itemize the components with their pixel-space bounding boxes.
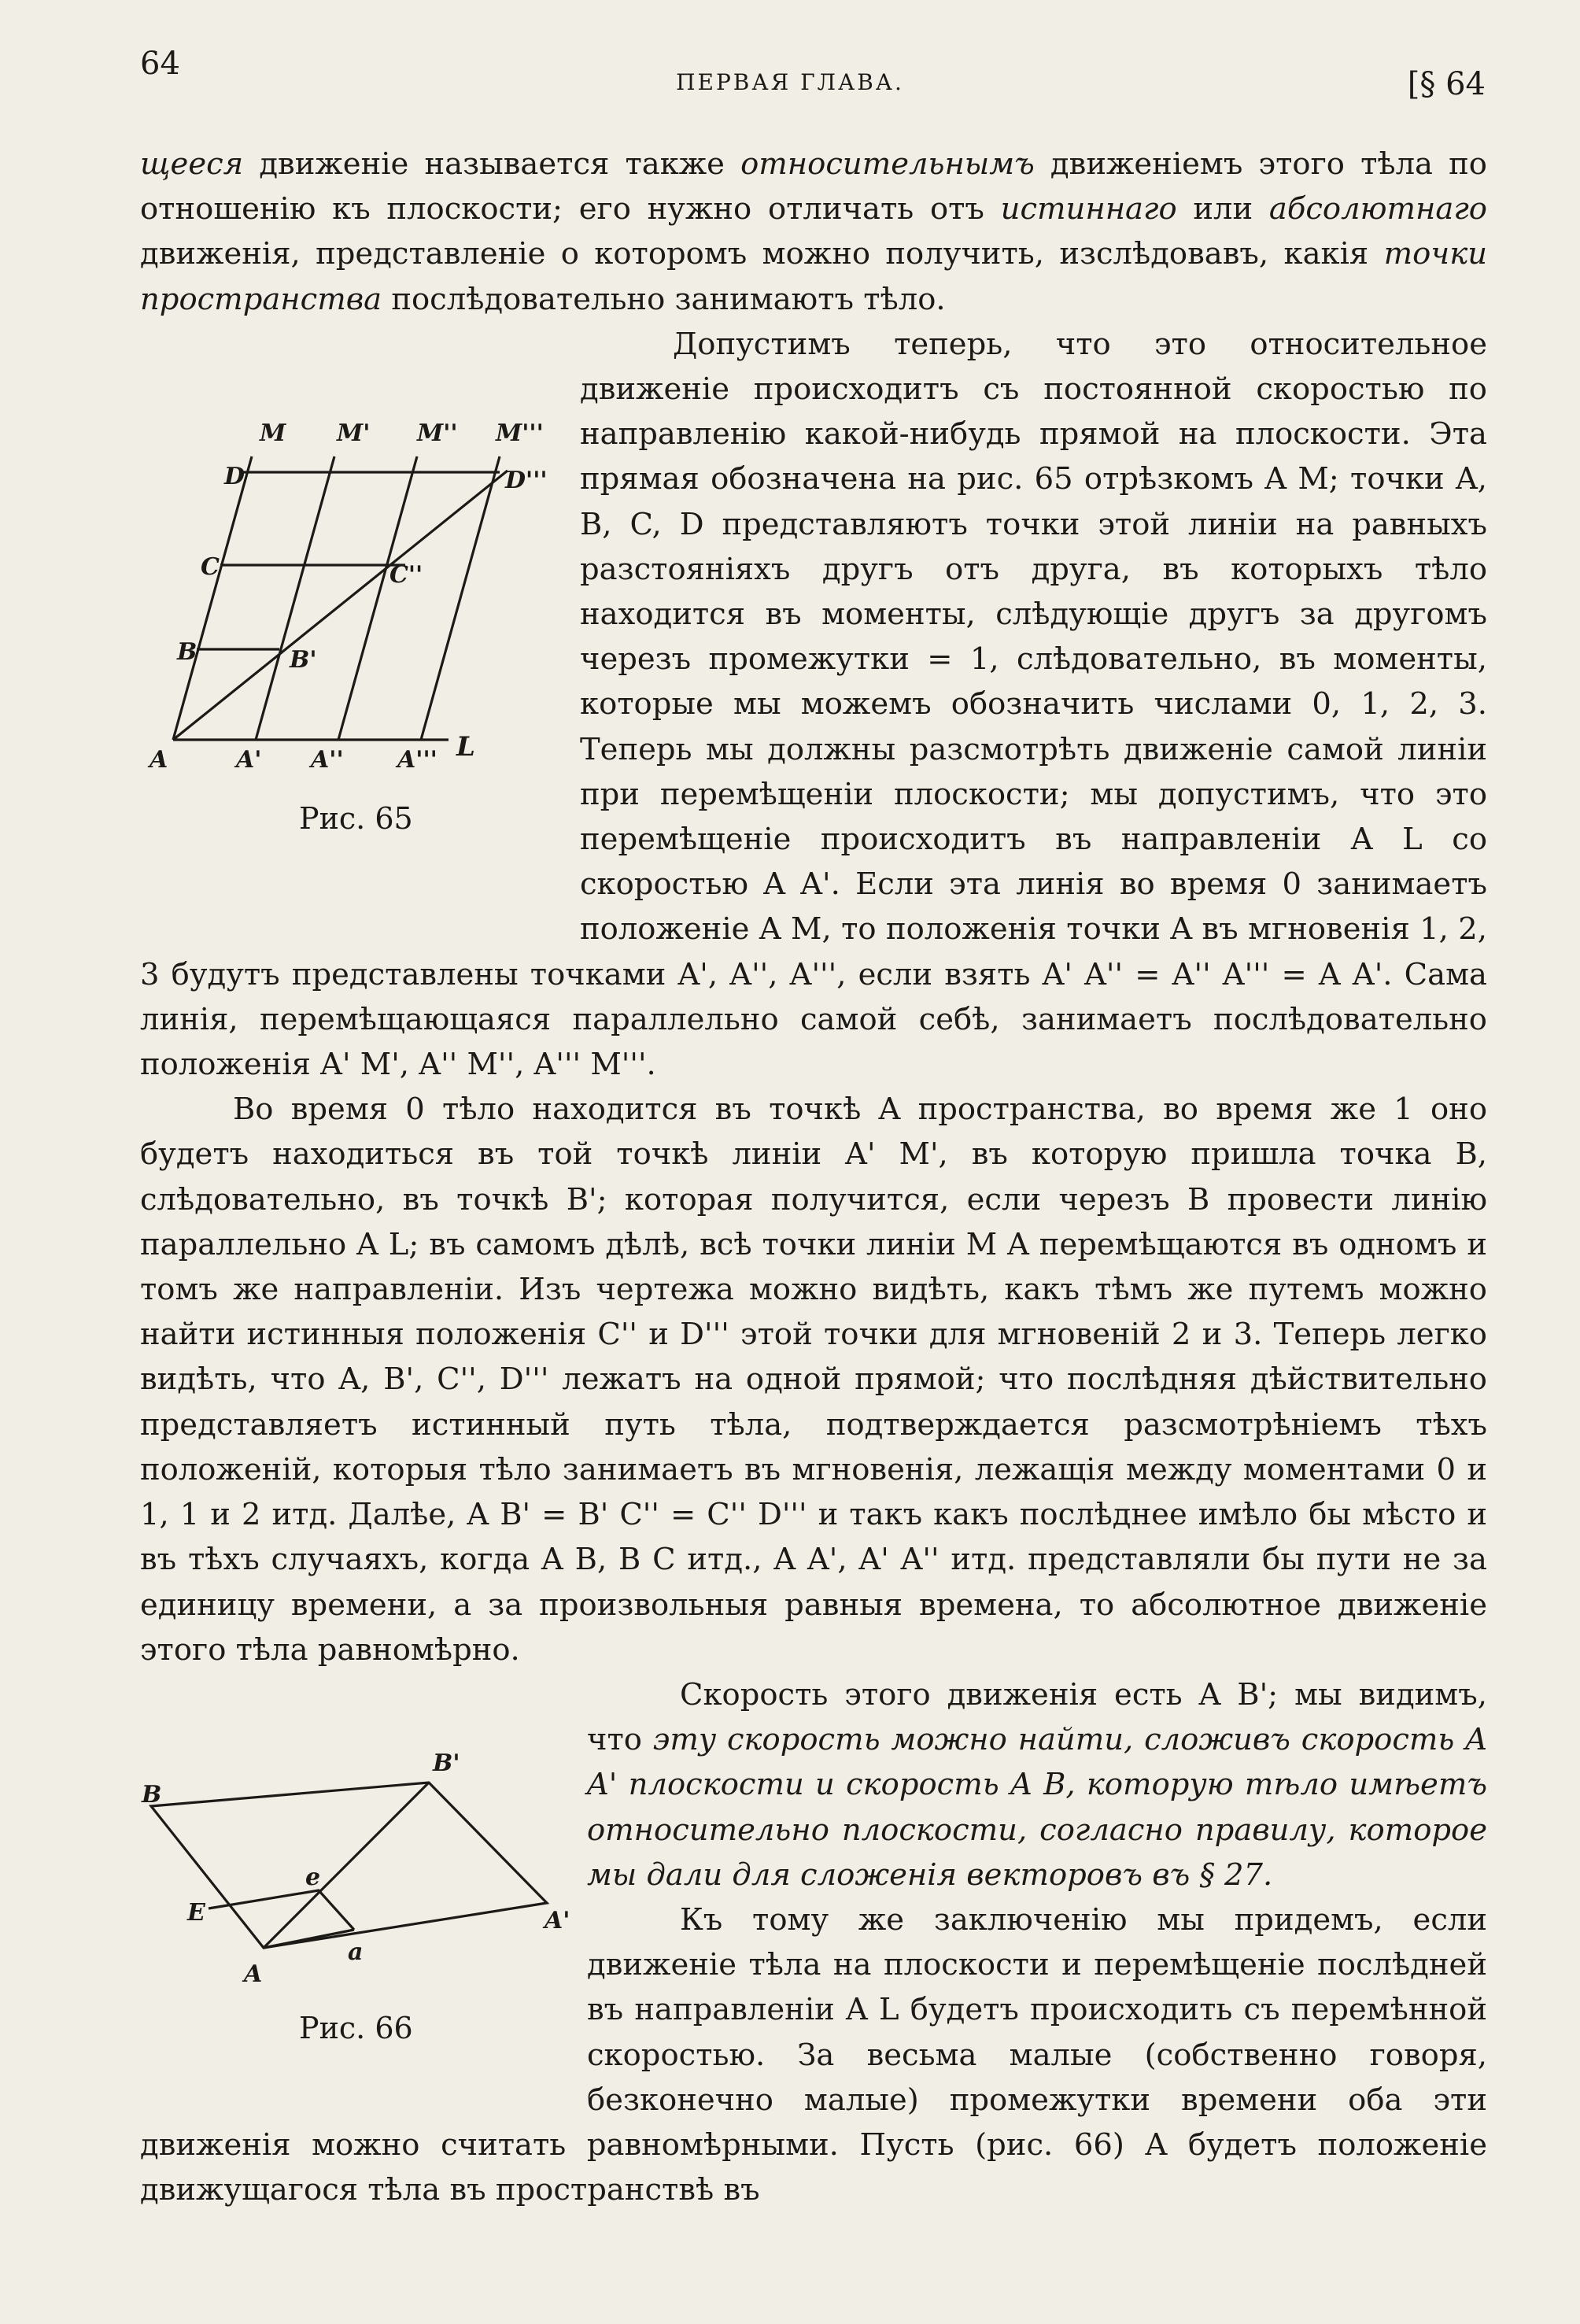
italic-fragment: точки пространства	[140, 236, 1487, 317]
line-A-a	[264, 1930, 354, 1948]
line-AM	[173, 456, 252, 740]
paragraph-3: Во время 0 тѣло находится въ точкѣ A пространства, во время же 1 оно будетъ находиться въ той точкѣ линiи A' M', въ которую пришла точка B, слѣдовательно, въ точкѣ B'; которая получится, если черезъ B провести линiю параллельно A L; въ самомъ дѣлѣ, всѣ точки линiи M A перемѣщаются въ одномъ и томъ же направленiи. Изъ чертежа можно видѣть, какъ тѣмъ же путемъ можно найти истинныя положенiя C'' и D''' этой точки для мгновенiй 2 и 3. Теперь легко видѣть, что A, B', C'', D''' лежатъ на одной прямой; что послѣдняя дѣйствительно представляетъ истинный путь тѣла, подтверждается разсмотрѣнiемъ тѣхъ положенiй, которыя тѣло занимаетъ въ мгновенiя, лежащiя между моментами 0 и 1, 1 и 2 итд. Далѣе, A B' = B' C'' = C'' D''' и такъ какъ послѣднее имѣло бы мѣсто и въ тѣхъ случаяхъ, когда A B, B C итд., A A', A' A'' итд. представляли бы пути не за единицу времени, а за произвольныя равныя времена, то абсолютное движенiе этого тѣла равномѣрно.	[140, 1092, 1487, 1668]
label-C: C	[201, 553, 220, 581]
running-title: ПЕРВАЯ ГЛАВА.	[676, 69, 904, 95]
paragraph-5: Къ тому же заключенiю мы придемъ, если движенiе тѣла на плоскости и перемѣщенiе послѣдней въ направленiи A L будетъ происходить съ перемѣнной скоростью. За весьма малые (собственно говоря, безконечно малые) промежутки времени оба эти движенiя можно считать равномѣрными. Пусть (рис. 66) A будетъ положенiе движущагося тѣла въ пространствѣ въ	[140, 1901, 1487, 2208]
section-marker: [§ 64	[1407, 66, 1486, 102]
text-fragment: движенiе называется также	[243, 146, 741, 182]
label-M: M	[260, 419, 286, 447]
label-B1: B'	[433, 1749, 460, 1777]
line-A-B1	[264, 1783, 429, 1948]
figure-65-caption: Рис. 65	[299, 801, 413, 836]
text-fragment: движенiя, представленiе о которомъ можно получить, изслѣдовавъ, какiя	[140, 236, 1384, 272]
paragraph-2: Допустимъ теперь, что это относительное движенiе происходитъ съ постоянной скоростью по направленiю какой-нибудь прямой на плоскости. Эта прямая обозначена на рис. 65 отрѣзкомъ A M; точки A, B, C, D представляютъ точки этой линiи на равныхъ разстоянiяхъ другъ отъ друга, въ которыхъ тѣло находится въ моменты, слѣдующiе другъ за другомъ черезъ промежутки = 1, слѣдовательно, въ моменты, которые мы можемъ обозначить числами 0, 1, 2, 3. Теперь мы должны разсмотрѣть движенiе самой линiи при перемѣщенiи плоскости; мы допустимъ, что это перемѣщенiе происходитъ въ направленiи A L со скоростью A A'. Если эта линiя во время 0 занимаетъ положенiе A M, то положенiя точки A въ мгновенiя 1, 2, 3 будутъ представлены точками A', A'', A''', если взять A' A'' = A'' A''' = A A'. Сама линiя, перемѣщающаяся параллельно самой себѣ, занимаетъ послѣдовательно положенiя A' M', A'' M'', A''' M'''.	[140, 326, 1487, 1083]
label-D3: D'''	[505, 467, 548, 494]
label-e: e	[305, 1864, 321, 1891]
label-C2: C''	[389, 561, 423, 589]
label-B: B	[142, 1781, 162, 1809]
label-E: E	[187, 1899, 205, 1927]
label-a: a	[348, 1938, 364, 1966]
line-A3M3	[421, 456, 500, 740]
figure-65	[150, 409, 559, 774]
label-D: D	[224, 463, 245, 490]
figure-66	[142, 1731, 582, 1999]
paragraph-1	[140, 142, 1487, 322]
label-A1: A'	[545, 1907, 570, 1934]
italic-fragment: абсолютнаго	[1268, 191, 1487, 227]
figure-66-caption: Рис. 66	[299, 2011, 413, 2045]
label-A3: A'''	[397, 746, 437, 774]
label-A: A	[150, 746, 168, 774]
line-A1M1	[256, 456, 334, 740]
label-A1: A'	[236, 746, 262, 774]
label-M3: M'''	[496, 419, 544, 447]
italic-fragment: относительнымъ	[740, 146, 1035, 182]
text-fragment: движенiемъ этого тѣла по отношенiю къ плоскости; его нужно отличать отъ	[140, 146, 1487, 227]
text-fragment: Скорость этого движенiя есть A B'; мы видимъ, что	[587, 1676, 1487, 1758]
italic-fragment: эту скорость можно найти, сложивъ скорость A A' плоскости и скорость A B, которую тѣло имѣетъ относительно плоскости, согласно правилу, которое мы дали для сложенiя векторовъ въ § 27.	[587, 1722, 1488, 1893]
label-A: A	[244, 1960, 263, 1988]
text-fragment: или	[1176, 191, 1269, 227]
small-parallelogram	[209, 1890, 354, 1930]
label-B: B	[177, 638, 198, 666]
page-number: 64	[140, 46, 180, 82]
text-fragment: послѣдовательно занимаютъ тѣло.	[382, 281, 946, 317]
label-L: L	[456, 731, 475, 763]
label-M2: M''	[417, 419, 458, 447]
italic-fragment: истиннаго	[1000, 191, 1177, 227]
italic-fragment: щееся	[140, 146, 244, 182]
label-B1: B'	[290, 646, 317, 674]
label-A2: A''	[311, 746, 344, 774]
label-M1: M'	[337, 419, 371, 447]
